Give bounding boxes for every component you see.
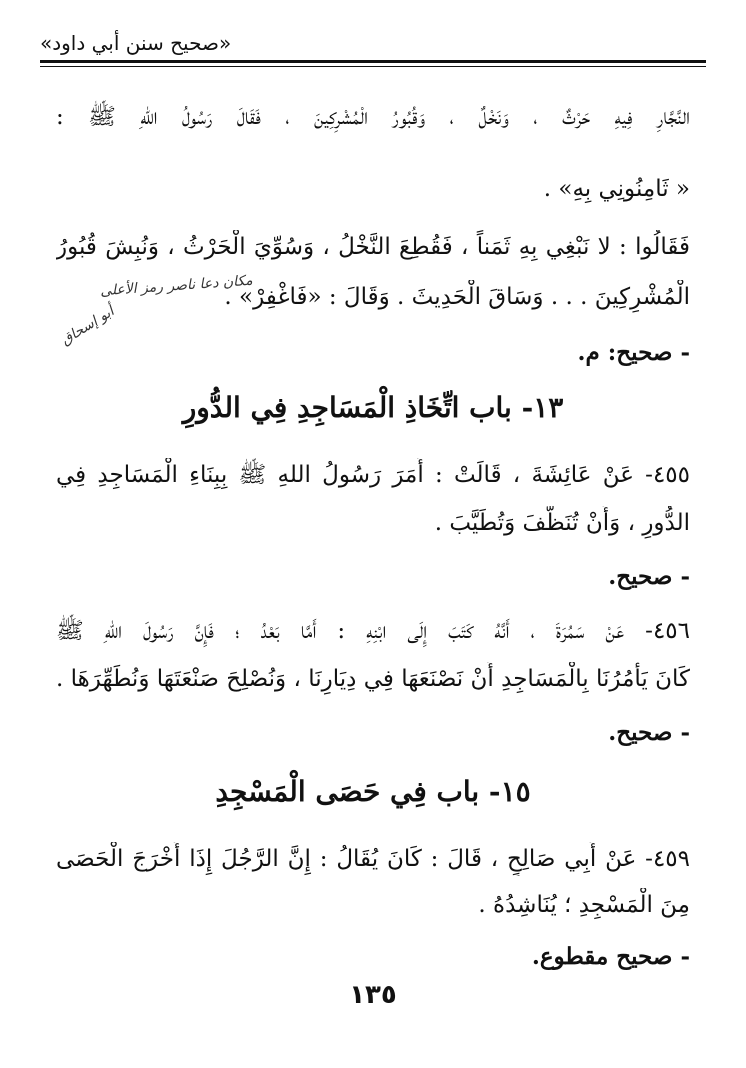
- text-line: الْمُشْرِكِينَ . . . وَسَاقَ الْحَدِيثَ . وَقَالَ : «فَاغْفِرْ» .: [224, 284, 690, 310]
- hadith-text-line: مِنَ الْمَسْجِدِ ؛ يُنَاشِدُهُ .: [478, 892, 690, 918]
- page-number: ١٣٥: [349, 980, 397, 1010]
- grade-line: - صحيح مقطوع.: [531, 943, 690, 970]
- header-rule-thick: [40, 60, 706, 63]
- hadith-text-line: الدُّورِ ، وَأَنْ تُنَظَّفَ وَتُطَيَّبَ .: [434, 510, 690, 536]
- header-rule-thin: [40, 66, 706, 67]
- grade-line: - صحيح.: [608, 719, 690, 746]
- hadith-text-line: كَانَ يَأْمُرُنَا بِالْمَسَاجِدِ أَنْ نَصْنَعَهَا فِي دِيَارِنَا ، وَنُصْلِحَ صَنْعَتَهَا وَنُطَهِّرَهَا .: [56, 666, 690, 692]
- text-line: النَّجَّارِ فِيهِ حَرْثٌ ، وَنَخْلٌ ، وَقُبُورُ الْمُشْرِكِينَ ، فَقَالَ رَسُولُ اللهِ ﷺ :: [56, 104, 690, 130]
- chapter-heading: ١٣- باب اتِّخَاذِ الْمَسَاجِدِ فِي الدُّورِ: [182, 391, 564, 424]
- hadith-text-line: ٤٥٥- عَنْ عَائِشَةَ ، قَالَتْ : أَمَرَ رَسُولُ اللهِ ﷺ بِبِنَاءِ الْمَسَاجِدِ فِي: [56, 462, 690, 488]
- text-line: « ثَامِنُونِي بِهِ» .: [543, 176, 690, 202]
- running-header: «صحيح سنن أبي داود»: [40, 31, 232, 55]
- grade-line: - صحيح: م.: [577, 339, 690, 366]
- hadith-text-line: ٤٥٩- عَنْ أَبِي صَالِحٍ ، قَالَ : كَانَ يُقَالُ : إِنَّ الرَّجُلَ إِذَا أَخْرَجَ الْحَصَى: [56, 846, 690, 872]
- text-line: فَقَالُوا : لا نَبْغِي بِهِ ثَمَناً ، فَقُطِعَ النَّخْلُ ، وَسُوِّيَ الْحَرْثُ ، وَنُبِشَ قُبُورُ: [56, 234, 690, 260]
- grade-line: - صحيح.: [608, 563, 690, 590]
- handwritten-margin-note: مكان دعا ناصر رمز الأعلى: [99, 272, 254, 300]
- chapter-heading: ١٥- باب فِي حَصَى الْمَسْجِدِ: [215, 775, 531, 808]
- hadith-text-line: ٤٥٦- عَنْ سَمُرَةَ ، أَنَّهُ كَتَبَ إِلَى ابْنِهِ : أَمَّا بَعْدُ ؛ فَإِنَّ رَسُولَ اللهِ ﷺ: [56, 618, 690, 644]
- handwritten-margin-note: أبو إسحاق: [58, 303, 118, 349]
